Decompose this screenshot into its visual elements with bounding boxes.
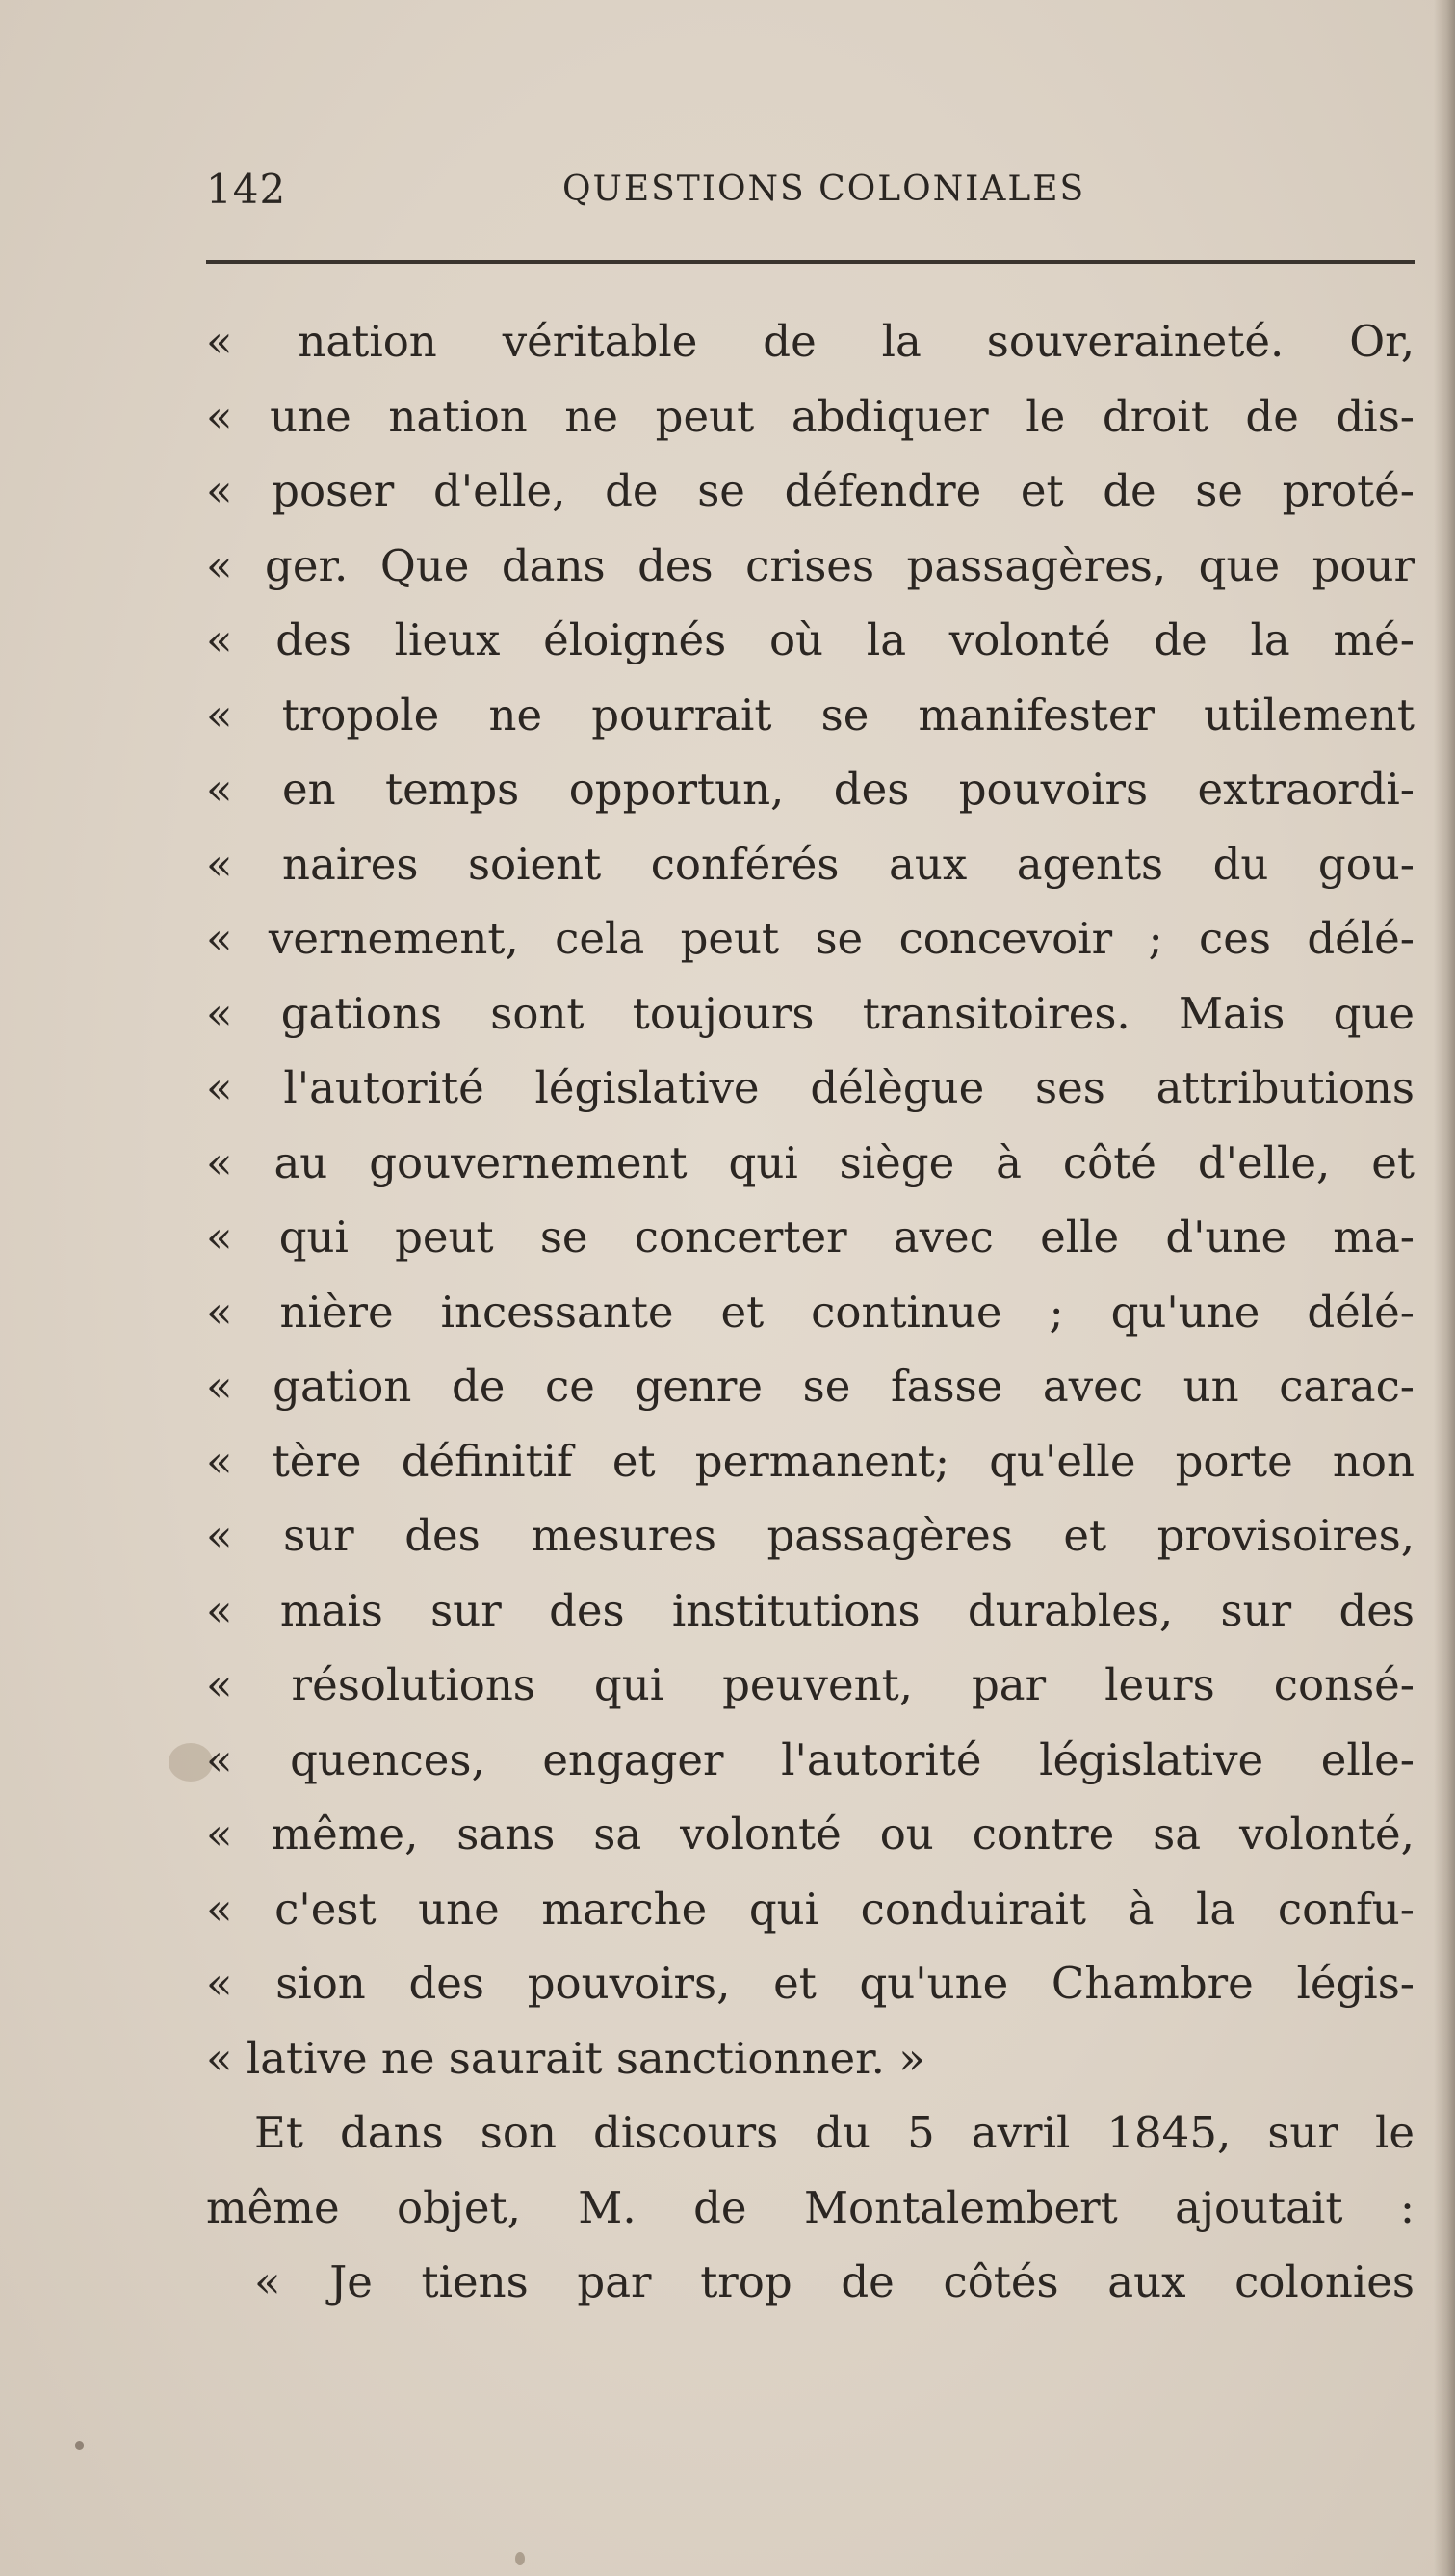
running-title: QUESTIONS COLONIALES [562, 169, 1086, 209]
text-line: « une nation ne peut abdiquer le droit de dis- [206, 390, 1415, 442]
text-line: « nation véritable de la souveraineté. Or, [206, 316, 1415, 367]
text-line: même objet, M. de Montalembert ajoutait : [206, 2181, 1415, 2233]
text-line: « lative ne saurait sanctionner. » [206, 2032, 925, 2084]
page-number: 142 [206, 166, 287, 213]
text-line: « tropole ne pourrait se manifester utilement [206, 689, 1415, 741]
text-line: « qui peut se concerter avec elle d'une ma- [206, 1211, 1415, 1262]
text-line: « naires soient conférés aux agents du gou- [206, 838, 1415, 890]
text-line: « l'autorité législative délègue ses attributions [206, 1062, 1415, 1113]
text-line: « mais sur des institutions durables, sur des [206, 1584, 1415, 1636]
text-line: « en temps opportun, des pouvoirs extraordi- [206, 764, 1415, 815]
foxing-spot [515, 2552, 525, 2565]
text-line: Et dans son discours du 5 avril 1845, sur le [254, 2107, 1415, 2158]
foxing-spot [75, 2441, 84, 2450]
text-line: « des lieux éloignés où la volonté de la mé- [206, 614, 1415, 665]
text-line: « quences, engager l'autorité législative elle- [206, 1733, 1415, 1785]
text-line: « gation de ce genre se fasse avec un carac- [206, 1361, 1415, 1412]
text-line: « sur des mesures passagères et provisoires, [206, 1510, 1415, 1561]
text-line: « sion des pouvoirs, et qu'une Chambre légis- [206, 1958, 1415, 2009]
text-line: « résolutions qui peuvent, par leurs consé- [206, 1659, 1415, 1710]
header-rule [206, 260, 1415, 264]
text-line: « tère définitif et permanent; qu'elle porte non [206, 1435, 1415, 1487]
text-line: « ger. Que dans des crises passagères, que pour [206, 539, 1415, 591]
text-line: « gations sont toujours transitoires. Mais que [206, 987, 1415, 1039]
page-edge-shadow [1434, 0, 1455, 2576]
text-line: « vernement, cela peut se concevoir ; ces délé- [206, 913, 1415, 964]
text-line: « au gouvernement qui siège à côté d'elle, et [206, 1136, 1415, 1188]
page-header [206, 166, 1410, 223]
body-text [206, 304, 1415, 2320]
text-line: « poser d'elle, de se défendre et de se proté- [206, 465, 1415, 516]
text-line: « même, sans sa volonté ou contre sa volonté, [206, 1808, 1415, 1860]
text-line: « Je tiens par trop de côtés aux colonies [254, 2256, 1415, 2307]
text-line: « nière incessante et continue ; qu'une délé- [206, 1286, 1415, 1338]
text-line: « c'est une marche qui conduirait à la confu- [206, 1883, 1415, 1935]
